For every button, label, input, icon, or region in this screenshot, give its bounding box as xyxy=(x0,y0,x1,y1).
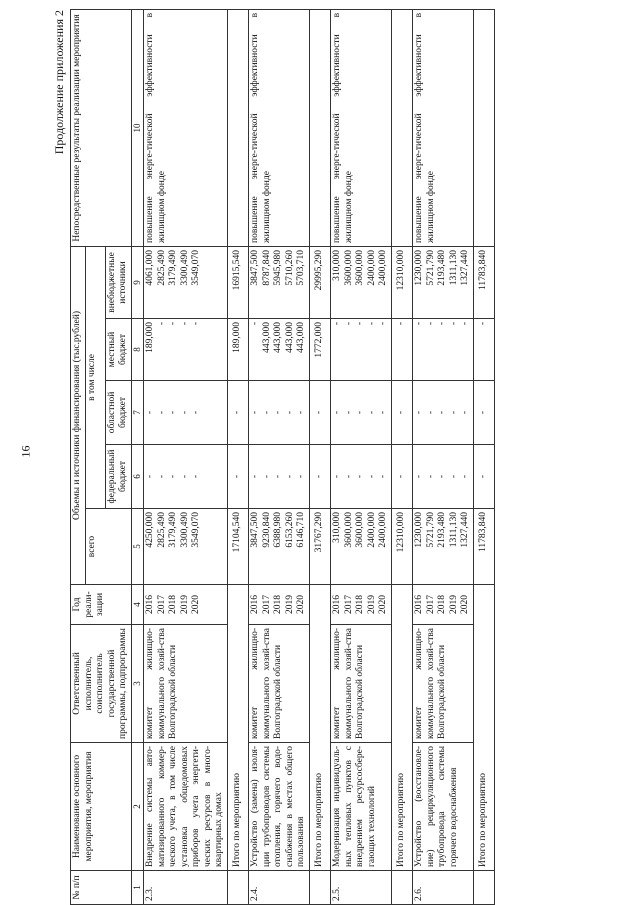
measure-years-value: 2020 xyxy=(460,595,470,614)
subtotal-empty xyxy=(473,871,495,905)
measure-offbudget-value: 8787,840 xyxy=(261,249,272,286)
measure-local-value: - xyxy=(179,322,190,326)
measure-years-value: 2016 xyxy=(414,595,424,614)
measure-executor: комитет жилищно-коммунального хозяй-ства Волгоградской области xyxy=(249,625,310,743)
column-number: 10 xyxy=(131,9,144,246)
measure-total-value: 1230,000 xyxy=(414,512,424,548)
subtotal-row xyxy=(227,9,249,904)
measure-offbudget xyxy=(413,246,474,318)
measure-total-value: 6146,710 xyxy=(296,512,306,548)
subtotal-row xyxy=(473,9,495,904)
measure-local-value: - xyxy=(414,322,424,326)
subtotal-federal: - xyxy=(309,445,331,509)
measure-federal-value: - xyxy=(168,474,178,479)
measure-regional-value: - xyxy=(261,410,272,415)
measure-years-value: 2020 xyxy=(191,595,201,614)
measure-total-value: 3549,070 xyxy=(191,512,201,548)
measure-regional-value: - xyxy=(437,410,447,415)
column-number: 6 xyxy=(131,445,144,509)
measure-result: повышение энерге-тической эффективности в жилищном фонде xyxy=(249,9,310,246)
measure-years xyxy=(249,585,310,625)
measure-years-value: 2016 xyxy=(250,595,260,614)
subtotal-row xyxy=(309,9,331,904)
measure-years-value: 2018 xyxy=(437,595,447,614)
measure-result: повышение энерге-тической эффективности в жилищном фонде xyxy=(413,9,474,246)
measure-offbudget-value: 5721,790 xyxy=(425,249,436,286)
subtotal-total: 31767,290 xyxy=(309,509,331,585)
measure-offbudget-value: 1327,440 xyxy=(460,249,470,286)
subtotal-total: 11783,840 xyxy=(473,509,495,585)
header-including: в том числе xyxy=(85,246,105,508)
measure-local xyxy=(144,319,228,381)
header-federal: федеральный бюджет xyxy=(105,445,131,509)
measure-local-value: - xyxy=(168,322,178,326)
measure-offbudget-value: 2825,490 xyxy=(156,249,167,286)
measure-years-value: 2017 xyxy=(156,595,167,614)
subtotal-result xyxy=(227,9,249,246)
measure-offbudget-value: 5945,980 xyxy=(273,249,283,286)
measure-local xyxy=(413,319,474,381)
measure-offbudget xyxy=(331,246,392,318)
measure-offbudget-value: 3179,490 xyxy=(168,249,178,286)
subtotal-result xyxy=(473,9,495,246)
measure-name: Устройство (замена) изоля-ции трубопроводов системы отопления, горячего водо-снабжения в местах общего пользования xyxy=(249,743,310,871)
subtotal-result xyxy=(309,9,331,246)
measure-total-value: 2193,480 xyxy=(437,512,447,548)
page-number: 16 xyxy=(18,445,33,458)
measure-offbudget-value: 3847,500 xyxy=(250,249,260,286)
measure-local-value: 443,000 xyxy=(261,322,272,353)
measure-regional xyxy=(413,381,474,445)
measure-total xyxy=(331,509,392,585)
measure-local-value: - xyxy=(332,322,342,326)
measure-local-value: - xyxy=(460,322,470,326)
measure-total-value: 9230,840 xyxy=(261,512,272,548)
measure-federal-value: - xyxy=(284,474,295,479)
measure-federal-value: - xyxy=(366,474,377,479)
measure-total xyxy=(249,509,310,585)
subtotal-federal: - xyxy=(391,445,413,509)
rotated-document xyxy=(52,10,638,905)
measure-regional xyxy=(144,381,228,445)
measure-federal-value: - xyxy=(296,474,306,479)
column-number: 8 xyxy=(131,319,144,381)
measure-total-value: 310,000 xyxy=(332,512,342,543)
measure-total-value: 3300,490 xyxy=(179,512,190,548)
subtotal-offbudget: 16915,540 xyxy=(227,246,249,318)
measure-regional-value: - xyxy=(273,410,283,415)
measure-regional-value: - xyxy=(250,410,260,415)
measure-total-value: 2400,000 xyxy=(366,512,377,548)
header-funding: Объемы и источники финансирования (тыс.рублей) xyxy=(71,246,86,584)
measure-executor: комитет жилищно-коммунального хозяй-ства Волгоградской области xyxy=(331,625,392,743)
measure-local-value: - xyxy=(437,322,447,326)
measure-years-value: 2018 xyxy=(355,595,365,614)
measure-total xyxy=(413,509,474,585)
measure-years-value: 2020 xyxy=(378,595,388,614)
measure-regional-value: - xyxy=(179,410,190,415)
measure-offbudget-value: 3600,000 xyxy=(355,249,365,286)
appendix-note: Продолжение приложения 2 xyxy=(52,10,66,155)
measure-result: повышение энерге-тической эффективности в жилищном фонде xyxy=(144,9,228,246)
measure-regional-value: - xyxy=(156,410,167,415)
measure-total-value: 2400,000 xyxy=(378,512,388,548)
measure-federal-value: - xyxy=(460,474,470,479)
measure-federal-value: - xyxy=(437,474,447,479)
measure-local xyxy=(249,319,310,381)
column-numbers-row xyxy=(131,9,144,904)
measure-federal-value: - xyxy=(378,474,388,479)
measure-total-value: 4250,000 xyxy=(145,512,155,548)
header-name: Наименование основного мероприятия, мероприятия xyxy=(71,743,132,871)
measure-total-value: 6153,260 xyxy=(284,512,295,548)
subtotal-offbudget: 11783,840 xyxy=(473,246,495,318)
header-executor: Ответственный исполнитель, соисполнитель государственной программы, подпрограммы xyxy=(71,625,132,743)
measure-regional-value: - xyxy=(168,410,178,415)
measure-years-value: 2018 xyxy=(168,595,178,614)
measure-total-value: 5721,790 xyxy=(425,512,436,548)
measure-local-value: - xyxy=(156,322,167,326)
subtotal-label: Итого по мероприятию xyxy=(227,585,249,871)
measure-executor: комитет жилищно-коммунального хозяй-ства Волгоградской области xyxy=(413,625,474,743)
subtotal-row xyxy=(391,9,413,904)
subtotal-regional: - xyxy=(391,381,413,445)
measure-total-value: 3179,490 xyxy=(168,512,178,548)
measure-regional xyxy=(331,381,392,445)
measure-federal xyxy=(331,445,392,509)
measure-regional-value: - xyxy=(284,410,295,415)
subtotal-empty xyxy=(391,871,413,905)
measure-local-value: - xyxy=(343,322,354,326)
measure-offbudget xyxy=(144,246,228,318)
measure-offbudget-value: 310,000 xyxy=(332,249,342,281)
subtotal-local: 1772,000 xyxy=(309,319,331,381)
subtotal-total: 17104,540 xyxy=(227,509,249,585)
measure-local xyxy=(331,319,392,381)
measure-regional-value: - xyxy=(448,410,459,415)
measure-years-value: 2018 xyxy=(273,595,283,614)
measure-name: Модернизация индивидуаль-ных тепловых пунктов с внедрением ресурсосбере-гающих технологий xyxy=(331,743,392,871)
measure-years xyxy=(413,585,474,625)
column-number: 9 xyxy=(131,246,144,318)
measure-years-value: 2019 xyxy=(448,595,459,614)
measure-regional-value: - xyxy=(145,410,155,415)
column-number: 3 xyxy=(131,625,144,743)
measure-local-value: - xyxy=(355,322,365,326)
subtotal-local: 189,000 xyxy=(227,319,249,381)
measure-federal-value: - xyxy=(191,474,201,479)
measure-years-value: 2019 xyxy=(179,595,190,614)
measure-federal-value: - xyxy=(448,474,459,479)
measure-years-value: 2020 xyxy=(296,595,306,614)
measure-regional-value: - xyxy=(191,410,201,415)
subtotal-empty xyxy=(309,871,331,905)
measure-regional-value: - xyxy=(343,410,354,415)
measure-federal-value: - xyxy=(145,474,155,479)
subtotal-regional: - xyxy=(309,381,331,445)
measure-local-value: 443,000 xyxy=(273,322,283,353)
measure-offbudget-value: 3600,000 xyxy=(343,249,354,286)
measure-regional-value: - xyxy=(296,410,306,415)
measure-executor: комитет жилищно-коммунального хозяй-ства Волгоградской области xyxy=(144,625,228,743)
measure-regional-value: - xyxy=(378,410,388,415)
measure-total-value: 2825,490 xyxy=(156,512,167,548)
subtotal-label: Итого по мероприятию xyxy=(473,585,495,871)
measure-offbudget-value: 4061,000 xyxy=(145,249,155,286)
measure-federal-value: - xyxy=(156,474,167,479)
measure-regional-value: - xyxy=(366,410,377,415)
measure-row xyxy=(144,9,228,904)
measure-row xyxy=(249,9,310,904)
table-body xyxy=(144,9,495,904)
measure-result: повышение энерге-тической эффективности в жилищном фонде xyxy=(331,9,392,246)
measure-federal xyxy=(413,445,474,509)
measure-years-value: 2017 xyxy=(425,595,436,614)
subtotal-label: Итого по мероприятию xyxy=(391,585,413,871)
measure-years xyxy=(144,585,228,625)
measure-row xyxy=(331,9,392,904)
measure-years-value: 2016 xyxy=(145,595,155,614)
header-year: Год реали-зации xyxy=(71,585,132,625)
measure-total-value: 3600,000 xyxy=(355,512,365,548)
measure-offbudget-value: 3300,490 xyxy=(179,249,190,286)
measure-total-value: 1311,130 xyxy=(448,512,459,548)
measure-number: 2.3. xyxy=(144,871,228,905)
measure-federal-value: - xyxy=(250,474,260,479)
subtotal-federal: - xyxy=(473,445,495,509)
measure-offbudget-value: 2400,000 xyxy=(378,249,388,286)
measure-federal xyxy=(249,445,310,509)
measure-years-value: 2019 xyxy=(366,595,377,614)
measure-local-value: - xyxy=(448,322,459,326)
column-number: 4 xyxy=(131,585,144,625)
subtotal-label: Итого по мероприятию xyxy=(309,585,331,871)
measure-local-value: - xyxy=(425,322,436,326)
measure-regional-value: - xyxy=(414,410,424,415)
measure-row xyxy=(413,9,474,904)
measure-total-value: 6388,980 xyxy=(273,512,283,548)
measure-offbudget-value: 2400,000 xyxy=(366,249,377,286)
measure-total-value: 1327,440 xyxy=(460,512,470,548)
measure-name: Внедрение системы авто-матизированного коммер-ческого учета, в том числе установка общедомовых приборов учета энергети-ческих ресурсов в много-квартирных домах xyxy=(144,743,228,871)
measure-offbudget-value: 3549,070 xyxy=(191,249,201,286)
measure-local-value: - xyxy=(366,322,377,326)
subtotal-regional: - xyxy=(227,381,249,445)
header-total: всего xyxy=(85,509,131,585)
measure-name: Устройство (восстановле-ние) рециркуляционного трубопровода системы горячего водоснабжения xyxy=(413,743,474,871)
subtotal-local: - xyxy=(391,319,413,381)
measure-total-value: 3847,500 xyxy=(250,512,260,548)
header-no: № п/п xyxy=(71,871,132,905)
measure-regional-value: - xyxy=(425,410,436,415)
measure-regional-value: - xyxy=(355,410,365,415)
program-table xyxy=(70,9,495,905)
header-offbudget: внебюджетные источники xyxy=(105,246,131,318)
header-local: местный бюджет xyxy=(105,319,131,381)
measure-local-value: - xyxy=(250,322,260,326)
measure-offbudget-value: 5703,710 xyxy=(296,249,306,286)
measure-federal-value: - xyxy=(414,474,424,479)
measure-federal-value: - xyxy=(355,474,365,479)
subtotal-offbudget: 29995,290 xyxy=(309,246,331,318)
measure-regional-value: - xyxy=(332,410,342,415)
measure-years xyxy=(331,585,392,625)
measure-local-value: 443,000 xyxy=(284,322,295,353)
measure-total xyxy=(144,509,228,585)
measure-local-value: 189,000 xyxy=(145,322,155,353)
header-row-1 xyxy=(71,9,86,904)
measure-offbudget-value: 2193,480 xyxy=(437,249,447,286)
subtotal-total: 12310,000 xyxy=(391,509,413,585)
header-results: Непосредственные результаты реализации мероприятия xyxy=(71,9,132,246)
column-number: 5 xyxy=(131,509,144,585)
measure-number: 2.5. xyxy=(331,871,392,905)
subtotal-empty xyxy=(227,871,249,905)
measure-federal-value: - xyxy=(261,474,272,479)
measure-number: 2.6. xyxy=(413,871,474,905)
measure-regional xyxy=(249,381,310,445)
column-number: 7 xyxy=(131,381,144,445)
header-regional: областной бюджет xyxy=(105,381,131,445)
measure-offbudget xyxy=(249,246,310,318)
subtotal-regional: - xyxy=(473,381,495,445)
measure-years-value: 2016 xyxy=(332,595,342,614)
column-number: 2 xyxy=(131,743,144,871)
measure-total-value: 3600,000 xyxy=(343,512,354,548)
measure-number: 2.4. xyxy=(249,871,310,905)
measure-federal-value: - xyxy=(179,474,190,479)
measure-federal-value: - xyxy=(425,474,436,479)
measure-years-value: 2017 xyxy=(343,595,354,614)
subtotal-offbudget: 12310,000 xyxy=(391,246,413,318)
subtotal-local: - xyxy=(473,319,495,381)
measure-local-value: 443,000 xyxy=(296,322,306,353)
measure-local-value: - xyxy=(378,322,388,326)
measure-years-value: 2019 xyxy=(284,595,295,614)
measure-years-value: 2017 xyxy=(261,595,272,614)
measure-offbudget-value: 5710,260 xyxy=(284,249,295,286)
measure-federal-value: - xyxy=(343,474,354,479)
measure-local-value: - xyxy=(191,322,201,326)
subtotal-federal: - xyxy=(227,445,249,509)
measure-offbudget-value: 1311,130 xyxy=(448,249,459,286)
column-number: 1 xyxy=(131,871,144,905)
measure-federal xyxy=(144,445,228,509)
subtotal-result xyxy=(391,9,413,246)
measure-offbudget-value: 1230,000 xyxy=(414,249,424,286)
measure-federal-value: - xyxy=(273,474,283,479)
measure-federal-value: - xyxy=(332,474,342,479)
measure-regional-value: - xyxy=(460,410,470,415)
